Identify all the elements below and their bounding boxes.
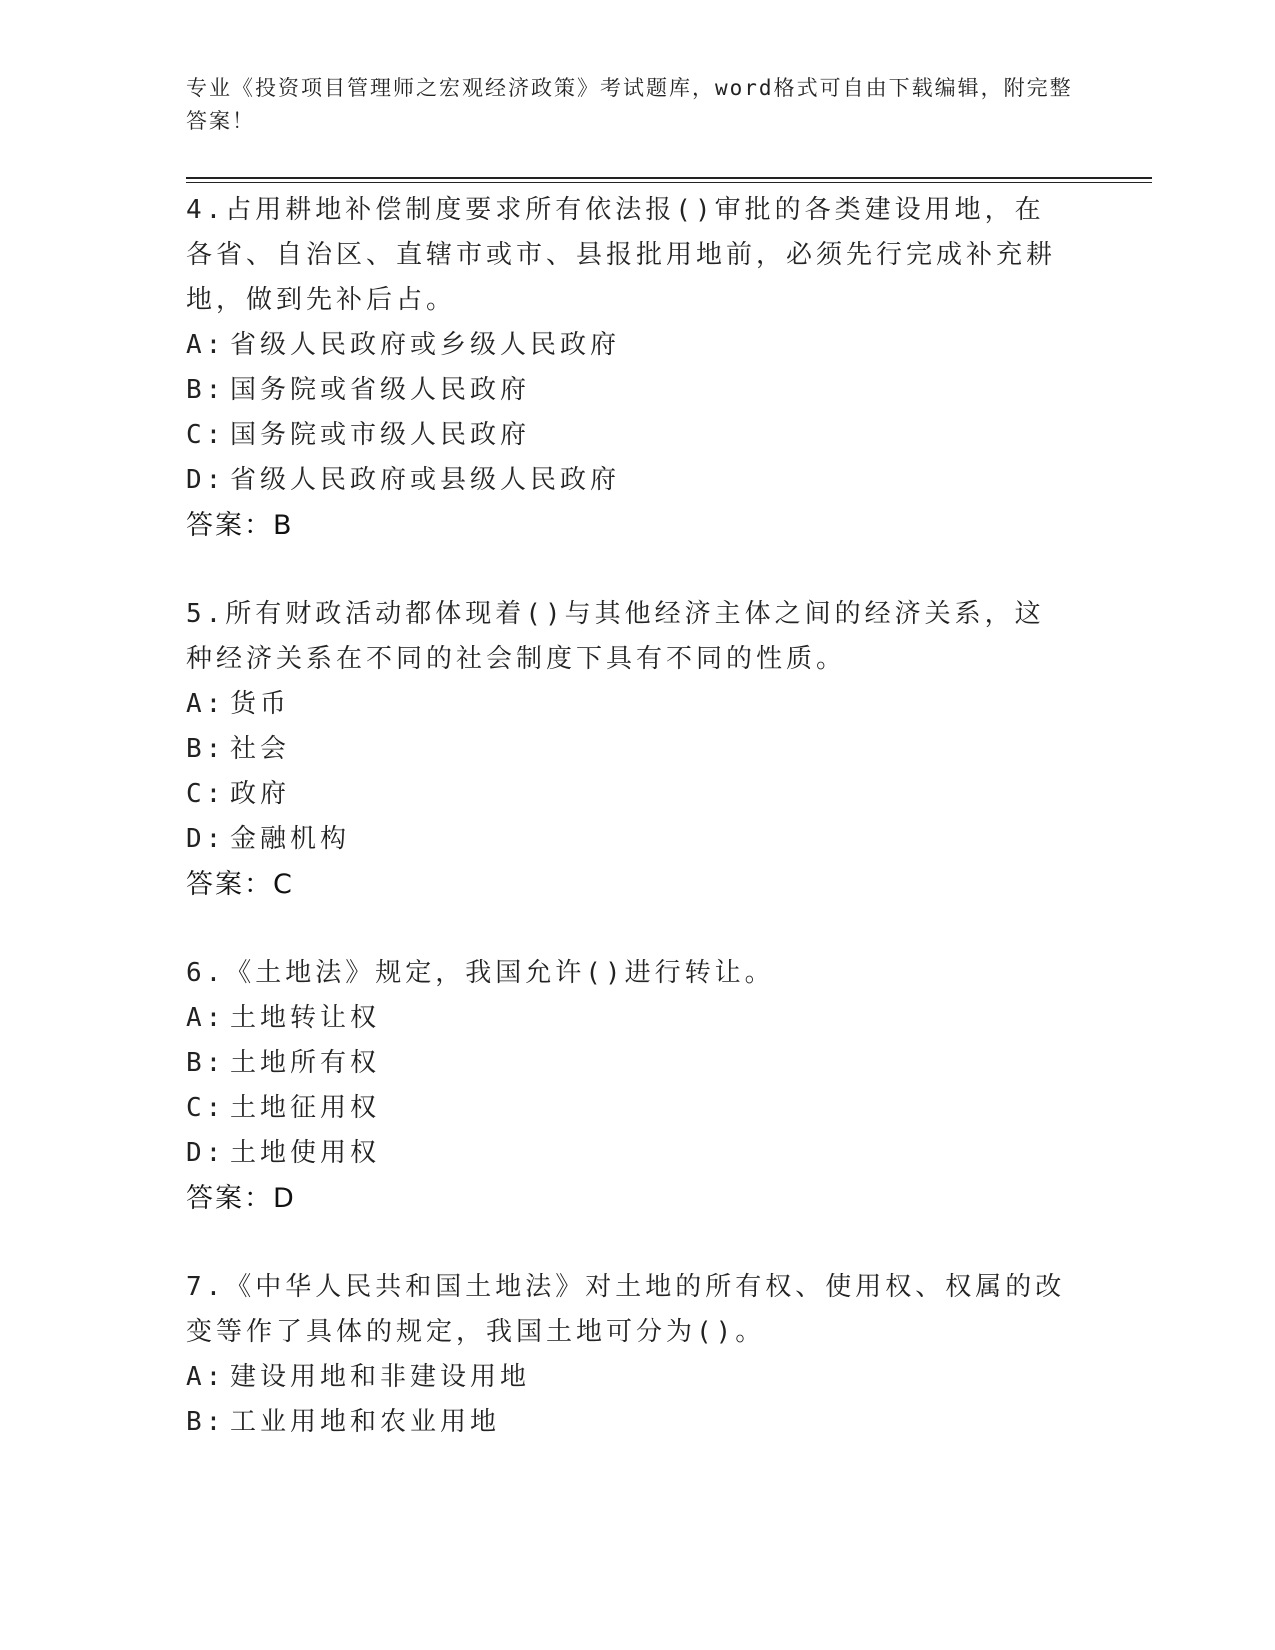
question-list bbox=[186, 188, 1066, 1489]
option-text: 省级人民政府或乡级人民政府 bbox=[230, 330, 621, 360]
header-divider-thick bbox=[186, 177, 1152, 179]
option-d bbox=[186, 458, 1066, 503]
option-b bbox=[186, 368, 1066, 413]
question-7 bbox=[186, 1265, 1066, 1445]
option-b bbox=[186, 1041, 1066, 1086]
option-text: 土地征用权 bbox=[230, 1093, 381, 1123]
option-d bbox=[186, 1131, 1066, 1176]
option-letter: B: bbox=[186, 734, 226, 764]
answer-line: 答案：D bbox=[186, 1183, 296, 1214]
option-a bbox=[186, 996, 1066, 1041]
option-a bbox=[186, 682, 1066, 727]
option-a bbox=[186, 323, 1066, 368]
option-text: 金融机构 bbox=[230, 824, 351, 854]
option-text: 土地使用权 bbox=[230, 1138, 381, 1168]
option-letter: D: bbox=[186, 465, 226, 495]
option-c bbox=[186, 413, 1066, 458]
question-5 bbox=[186, 592, 1066, 907]
option-c bbox=[186, 772, 1066, 817]
option-letter: A: bbox=[186, 1003, 226, 1033]
option-a bbox=[186, 1355, 1066, 1400]
option-letter: B: bbox=[186, 375, 226, 405]
option-text: 国务院或市级人民政府 bbox=[230, 420, 531, 450]
document-header: 专业《投资项目管理师之宏观经济政策》考试题库，word格式可自由下载编辑，附完整答案！ bbox=[186, 76, 1073, 133]
question-4 bbox=[186, 188, 1066, 548]
option-letter: D: bbox=[186, 1138, 226, 1168]
answer-line: 答案：C bbox=[186, 869, 294, 900]
option-text: 货币 bbox=[230, 689, 291, 719]
option-b bbox=[186, 1400, 1066, 1445]
option-letter: A: bbox=[186, 330, 226, 360]
header-divider-thin bbox=[186, 182, 1152, 183]
option-letter: A: bbox=[186, 689, 226, 719]
option-d bbox=[186, 817, 1066, 862]
option-text: 社会 bbox=[230, 734, 291, 764]
option-text: 工业用地和农业用地 bbox=[230, 1407, 501, 1437]
option-letter: C: bbox=[186, 779, 226, 809]
option-text: 土地所有权 bbox=[230, 1048, 381, 1078]
option-text: 土地转让权 bbox=[230, 1003, 381, 1033]
question-stem: 4.占用耕地补偿制度要求所有依法报()审批的各类建设用地，在各省、自治区、直辖市或市、县报批用地前，必须先行完成补充耕地，做到先补后占。 bbox=[186, 195, 1057, 315]
option-letter: B: bbox=[186, 1407, 226, 1437]
answer-line: 答案：B bbox=[186, 510, 294, 541]
option-letter: C: bbox=[186, 1093, 226, 1123]
option-letter: C: bbox=[186, 420, 226, 450]
option-text: 国务院或省级人民政府 bbox=[230, 375, 531, 405]
question-stem: 7.《中华人民共和国土地法》对土地的所有权、使用权、权属的改变等作了具体的规定，我国土地可分为()。 bbox=[186, 1272, 1066, 1347]
option-text: 政府 bbox=[230, 779, 291, 809]
option-text: 建设用地和非建设用地 bbox=[230, 1362, 531, 1392]
question-stem: 5.所有财政活动都体现着()与其他经济主体之间的经济关系，这种经济关系在不同的社会制度下具有不同的性质。 bbox=[186, 599, 1045, 674]
question-stem: 6.《土地法》规定，我国允许()进行转让。 bbox=[186, 958, 775, 988]
option-letter: D: bbox=[186, 824, 226, 854]
option-letter: B: bbox=[186, 1048, 226, 1078]
question-6 bbox=[186, 951, 1066, 1221]
option-text: 省级人民政府或县级人民政府 bbox=[230, 465, 621, 495]
option-b bbox=[186, 727, 1066, 772]
option-letter: A: bbox=[186, 1362, 226, 1392]
option-c bbox=[186, 1086, 1066, 1131]
